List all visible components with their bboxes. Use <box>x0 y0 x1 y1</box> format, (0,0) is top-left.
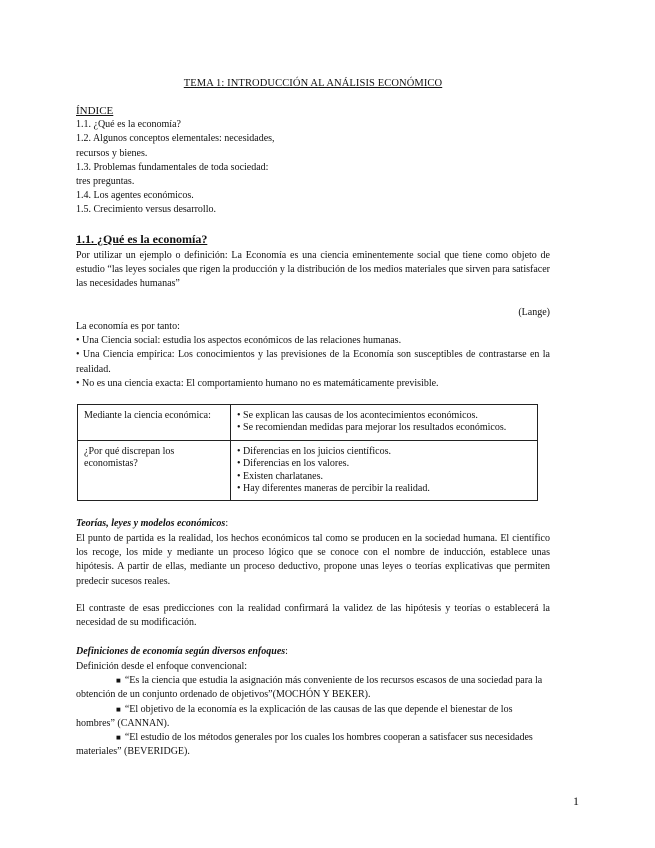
table-answer-item: • Diferencias en los juicios científicos. <box>237 445 392 457</box>
index-line: 1.4. Los agentes económicos. <box>76 190 194 202</box>
index-heading: ÍNDICE <box>76 105 114 117</box>
square-bullet-icon: ■ <box>116 676 121 686</box>
theories-heading-line <box>76 517 550 531</box>
table-row <box>78 440 538 501</box>
definitions-list <box>76 660 550 759</box>
table-answer-item: • Diferencias en los valores. <box>237 458 350 470</box>
square-bullet-icon: ■ <box>116 733 121 743</box>
index-line: tres preguntas. <box>76 176 135 188</box>
definition-paragraph: Por utilizar un ejemplo o definición: La Economía es una ciencia eminentemente social que tiene como objeto de estudio “las leyes sociales que rigen la producción y la distribución de los medios materiales que sirven para satisfacer las necesidades humanas” <box>76 250 550 290</box>
page-number: 1 <box>573 794 579 808</box>
characteristics-intro: La economía es por tanto: <box>76 321 180 332</box>
table-cell-answers <box>231 440 538 501</box>
square-bullet-icon: ■ <box>116 704 121 714</box>
theories-paragraph-2: El contraste de esas predicciones con la realidad confirmará la validez de las hipótesis y teorías o establecerá la necesidad de su modificación. <box>76 603 550 629</box>
definitions-heading-colon: : <box>285 646 288 657</box>
index-line: 1.3. Problemas fundamentales de toda sociedad: <box>76 161 269 173</box>
index-line: 1.5. Crecimiento versus desarrollo. <box>76 204 216 216</box>
definition-item: ■ “El estudio de los métodos generales por los cuales los hombres cooperan a satisfacer sus necesidades materiales” (BEVERIDGE). <box>76 732 533 758</box>
table-answer-item: • Se explican las causas de los acontecimientos económicos. <box>237 410 478 421</box>
theories-heading-colon: : <box>225 518 229 529</box>
table-answer-item: • Se recomiendan medidas para mejorar los resultados económicos. <box>237 422 507 434</box>
economy-characteristics <box>76 320 550 391</box>
conventional-heading: Definición desde el enfoque convencional: <box>76 661 248 672</box>
characteristic-item: • Una Ciencia social: estudia los aspectos económicos de las relaciones humanas. <box>76 335 402 347</box>
definitions-heading-line <box>76 645 550 659</box>
characteristic-item: • No es una ciencia exacta: El comportamiento humano no es matemáticamente previsible. <box>76 377 439 389</box>
characteristic-item: • Una Ciencia empírica: Los conocimientos y las previsiones de la Economía son susceptibles de contrastarse en la realidad. <box>76 349 550 375</box>
table-answer-item: • Hay diferentes maneras de percibir la realidad. <box>237 483 430 495</box>
theories-heading: Teorías, leyes y modelos económicos <box>76 518 226 529</box>
index-line: recursos y bienes. <box>76 147 148 159</box>
table-cell-answers <box>231 405 538 441</box>
definitions-heading: Definiciones de economía según diversos enfoques <box>76 646 286 657</box>
table-answer-item: • Existen charlatanes. <box>237 470 323 482</box>
table-cell-question: ¿Por qué discrepan los economistas? <box>78 440 231 501</box>
definition-item: ■ “El objetivo de la economía es la explicación de las causas de las que depende el bienestar de los hombres” (CANNAN). <box>76 703 513 729</box>
definition-item: ■ “Es la ciencia que estudia la asignación más conveniente de los recursos escasos de una sociedad para la obtención de un conjunto ordenado de objetivos”(MOCHÓN Y BEKER). <box>76 675 543 701</box>
section-heading: 1.1. ¿Qué es la economía? <box>76 232 208 246</box>
table-of-contents <box>76 104 550 218</box>
index-line: 1.1. ¿Qué es la economía? <box>76 119 181 131</box>
document-title: TEMA 1: INTRODUCCIÓN AL ANÁLISIS ECONÓMICO <box>183 78 443 89</box>
table-row <box>78 405 538 441</box>
theories-paragraph: El punto de partida es la realidad, los hechos económicos tal como se producen en la sociedad humana. El científico los recoge, los mide y mediante un proceso lógico que se conoce con el nombre de inducción, establece unas hipótesis. A partir de ellas, mediante un proceso deductivo, propone unas leyes o teorías explicativas que permiten predecir sucesos reales. <box>76 533 550 587</box>
definition-attribution: (Lange) <box>518 307 550 318</box>
table-cell-question: Mediante la ciencia económica: <box>78 405 231 441</box>
economics-table <box>77 404 538 501</box>
index-line: 1.2. Algunos conceptos elementales: necesidades, <box>76 133 275 145</box>
